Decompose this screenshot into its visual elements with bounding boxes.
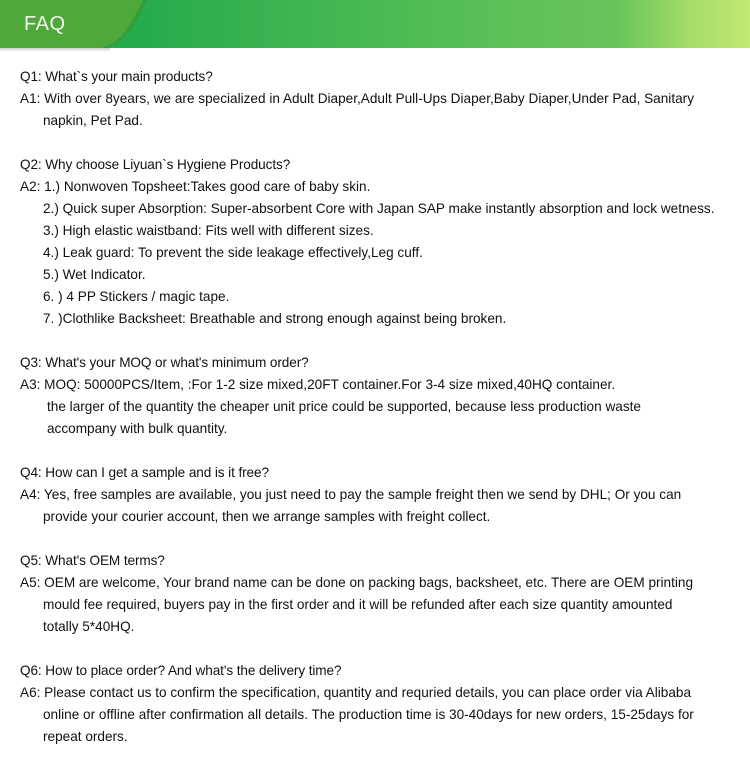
faq-header-banner [0,0,750,48]
faq-item-4 [20,462,740,528]
faq-answer-line: A1: With over 8years, we are specialized in Adult Diaper,Adult Pull-Ups Diaper,Baby Diaper,Under Pad, Sanitary [20,91,694,106]
faq-item-5 [20,550,740,638]
faq-answer-line: napkin, Pet Pad. [43,113,143,128]
faq-answer-line: A5: OEM are welcome, Your brand name can be done on packing bags, backsheet, etc. There are OEM printing [20,575,694,590]
faq-answer-line: 6. ) 4 PP Stickers / magic tape. [43,289,230,304]
faq-answer-line: A3: MOQ: 50000PCS/Item, :For 1-2 size mixed,20FT container.For 3-4 size mixed,40HQ container. [20,377,616,392]
faq-answer-line: provide your courier account, then we arrange samples with freight collect. [43,509,491,524]
faq-question: Q5: What's OEM terms? [20,553,165,568]
faq-list [20,66,740,770]
faq-answer-line: 7. )Clothlike Backsheet: Breathable and strong enough against being broken. [43,311,507,326]
header-shadow [0,48,110,52]
faq-answer-line: A6: Please contact us to confirm the specification, quantity and requried details, you can place order via Alibaba [20,685,692,700]
faq-item-6 [20,660,740,748]
faq-item-2 [20,154,740,330]
faq-answer-line: 5.) Wet Indicator. [43,267,146,282]
faq-answer-line: online or offline after confirmation all details. The production time is 30-40days for new orders, 15-25days for [43,707,694,722]
faq-answer-line: 3.) High elastic waistband: Fits well with different sizes. [43,223,374,238]
header-tab-shape [0,0,150,48]
faq-answer-line: 4.) Leak guard: To prevent the side leakage effectively,Leg cuff. [43,245,423,260]
faq-question: Q3: What's your MOQ or what's minimum order? [20,355,309,370]
faq-answer-line: repeat orders. [43,729,128,744]
faq-question: Q6: How to place order? And what's the delivery time? [20,663,342,678]
faq-item-3 [20,352,740,440]
faq-answer-line: the larger of the quantity the cheaper unit price could be supported, because less production waste [47,399,641,414]
faq-answer-line: A4: Yes, free samples are available, you just need to pay the sample freight then we send by DHL; Or you can [20,487,682,502]
faq-answer-line: 2.) Quick super Absorption: Super-absorbent Core with Japan SAP make instantly absorption and lock wetness. [43,201,715,216]
faq-answer-line: accompany with bulk quantity. [47,421,228,436]
faq-question: Q1: What`s your main products? [20,69,213,84]
faq-answer-line: mould fee required, buyers pay in the first order and it will be refunded after each size quantity amounted [43,597,673,612]
faq-answer-line: totally 5*40HQ. [43,619,135,634]
faq-question: Q2: Why choose Liyuan`s Hygiene Products? [20,157,291,172]
page-title: FAQ [24,13,66,35]
faq-item-1 [20,66,740,132]
faq-answer-line: A2: 1.) Nonwoven Topsheet:Takes good care of baby skin. [20,179,371,194]
faq-question: Q4: How can I get a sample and is it free? [20,465,269,480]
